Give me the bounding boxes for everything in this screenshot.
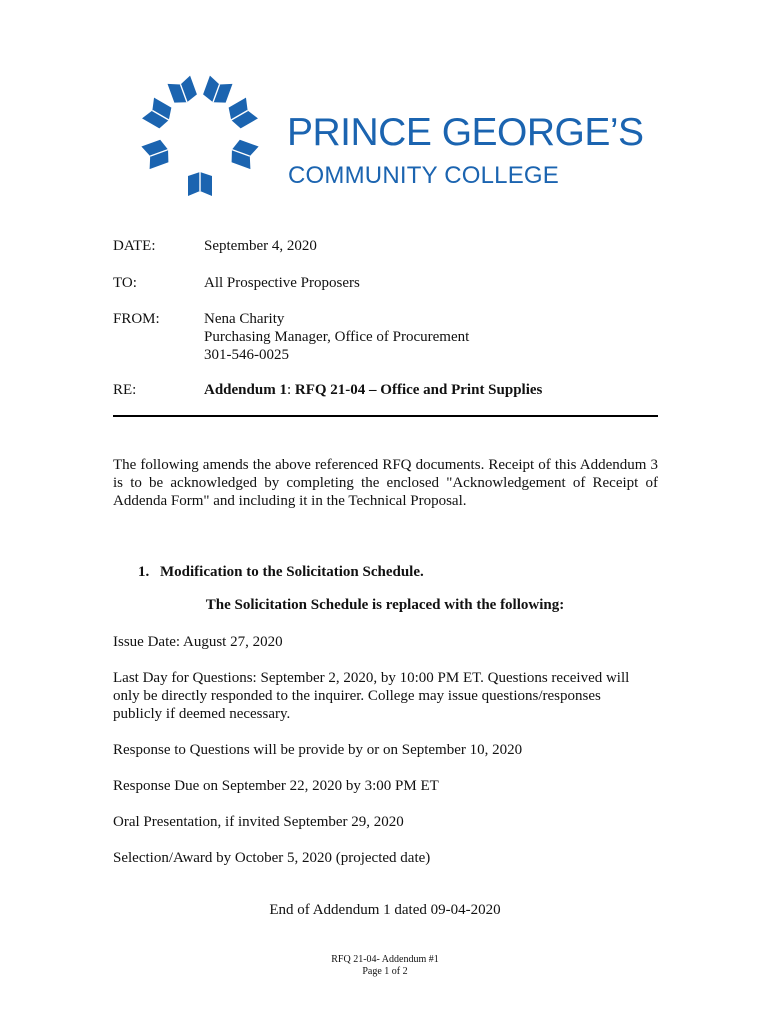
date-value: September 4, 2020 [204, 238, 317, 254]
re-label: RE: [113, 382, 137, 398]
from-title: Purchasing Manager, Office of Procurement [204, 329, 470, 345]
college-name-line2: COMMUNITY COLLEGE [288, 162, 559, 189]
college-name-line1: PRINCE GEORGE’S [287, 111, 644, 154]
to-label: TO: [113, 275, 137, 291]
section-number: 1. [138, 564, 150, 580]
issue-date: Issue Date: August 27, 2020 [113, 634, 283, 650]
footer-page-number: Page 1 of 2 [362, 966, 408, 977]
book-ring-logo-icon [120, 70, 280, 210]
response-to-questions: Response to Questions will be provide by or on September 10, 2020 [113, 742, 523, 758]
re-subject: RFQ 21-04 – Office and Print Supplies [294, 382, 543, 398]
footer-doc-ref: RFQ 21-04- Addendum #1 [331, 954, 439, 965]
selection-award: Selection/Award by October 5, 2020 (projected date) [113, 850, 431, 866]
re-colon: : [286, 382, 295, 398]
oral-presentation: Oral Presentation, if invited September 29, 2020 [113, 814, 404, 830]
re-addendum: Addendum 1 [204, 382, 287, 398]
from-label: FROM: [113, 311, 160, 327]
questions-line-3: publicly if deemed necessary. [113, 706, 291, 722]
from-name: Nena Charity [204, 311, 285, 327]
section-subtitle: The Solicitation Schedule is replaced with the following: [205, 597, 565, 613]
from-phone: 301-546-0025 [204, 347, 289, 363]
end-of-addendum: End of Addendum 1 dated 09-04-2020 [269, 902, 501, 918]
response-due: Response Due on September 22, 2020 by 3:00 PM ET [113, 778, 439, 794]
date-label: DATE: [113, 238, 156, 254]
questions-line-1: Last Day for Questions: September 2, 2020, by 10:00 PM ET. Questions received will [113, 670, 630, 686]
intro-paragraph: The following amends the above referenced RFQ documents. Receipt of this Addendum 3 is to be acknowledged by completing the enclosed "Acknowledgement of Receipt of Addenda Form" and including it in the Technical Proposal. [113, 457, 658, 509]
to-value: All Prospective Proposers [204, 275, 360, 291]
questions-line-2: only be directly responded to the inquirer. College may issue questions/responses [113, 688, 601, 704]
re-value [204, 381, 542, 399]
header-divider [113, 415, 658, 417]
section-title: Modification to the Solicitation Schedule. [160, 564, 424, 580]
